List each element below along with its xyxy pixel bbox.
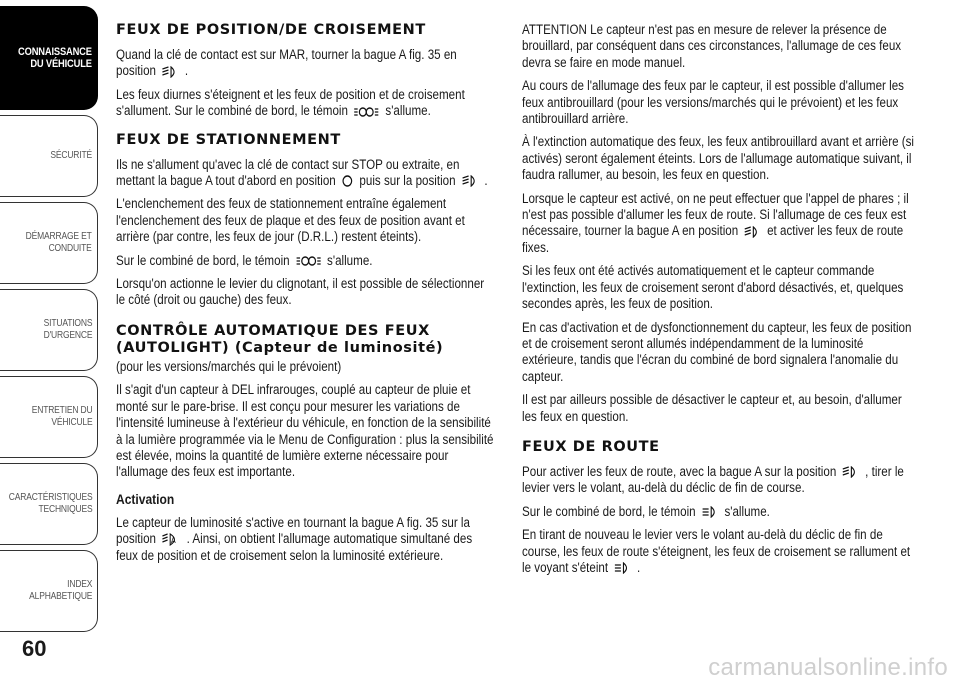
text: Sur le combiné de bord, le témoin xyxy=(116,252,290,268)
high-beam-icon xyxy=(614,562,631,574)
paragraph xyxy=(522,464,916,497)
paragraph: À l'extinction automatique des feux, les feux antibrouillard avant et arrière (si activés) seront également éteints. Lors de l'allumage automatique suivant, il faudra rallumer, au besoin, les feux en question. xyxy=(522,134,915,183)
low-beam-icon xyxy=(162,66,179,78)
text: s'allume. xyxy=(327,252,373,268)
left-column xyxy=(116,22,496,571)
auto-light-icon xyxy=(162,533,181,546)
text: Le capteur de luminosité s'active en tournant la bague A fig. 35 sur la position xyxy=(116,514,470,547)
watermark: carmanualsonline.info xyxy=(708,654,948,681)
tab-label: DÉMARRAGE ET CONDUITE xyxy=(26,231,92,254)
chapter-sidebar xyxy=(0,0,100,686)
paragraph xyxy=(116,253,495,269)
tab-index-alphabetique[interactable] xyxy=(0,550,98,632)
heading-activation: Activation xyxy=(116,490,175,507)
paragraph: En cas d'activation et de dysfonctionnement du capteur, les feux de position et de croisement seront allumés indépendamment de la luminosité extérieure, tandis que l'écran du combiné de bord signalera l'anomalie du capteur. xyxy=(522,319,912,384)
text: Quand la clé de contact est sur MAR, tourner la bague A fig. 35 en position xyxy=(116,47,457,79)
paragraph xyxy=(522,504,916,520)
paragraph xyxy=(116,87,495,120)
tab-label: CONNAISSANCE DU VÉHICULE xyxy=(18,46,92,70)
tab-securite[interactable] xyxy=(0,115,98,197)
text: Lorsque le capteur est activé, on ne peut effectuer que l'appel de phares ; il n'est pas possible d'allumer les feux de route. Si l'allumage de ces feux est nécessaire, tourner la bague A en position xyxy=(522,190,909,239)
low-beam-icon xyxy=(461,175,478,187)
paragraph xyxy=(522,527,916,576)
heading-autolight: (AUTOLIGHT) (Capteur de luminosité) xyxy=(116,339,444,356)
position-lights-icon xyxy=(354,106,380,118)
paragraph xyxy=(116,47,495,80)
paragraph: Il s'agit d'un capteur à DEL infrarouges, couplé au capteur de pluie et monté sur le pare-brise. Il est conçu pour mesurer les variations de l'intensité lumineuse à l'extérieur du véhicule, en fonction de la sensibilité à la lumière programmée via le Menu de Configuration : plus la sensibilité est élevée, moins la quantité de lumière externe nécessaire pour l'allumage des feux est importante. xyxy=(116,382,494,480)
tab-label: SÉCURITÉ xyxy=(50,150,92,161)
low-beam-icon xyxy=(744,226,761,238)
off-position-icon xyxy=(342,175,354,187)
text: s'allume. xyxy=(724,503,770,519)
paragraph: Lorsqu'on actionne le levier du clignotant, il est possible de sélectionner le côté (droit ou gauche) des feux. xyxy=(116,276,485,308)
text: Pour activer les feux de route, avec la bague A sur la position xyxy=(522,463,837,479)
text: . xyxy=(484,173,488,189)
paragraph: (pour les versions/marchés qui le prévoient) xyxy=(116,358,342,374)
paragraph: Si les feux ont été activés automatiquement et le capteur commande l'extinction, les feux de croisement seront d'abord désactivés, et, quelques secondes après, les feux de position. xyxy=(522,263,904,312)
tab-label: CARACTÉRISTIQUES TECHNIQUES xyxy=(8,492,92,515)
heading-feux-position-croisement: FEUX DE POSITION/DE CROISEMENT xyxy=(116,22,426,38)
text: . xyxy=(636,559,641,575)
position-lights-icon xyxy=(295,255,321,267)
text: et activer les feux de route fixes. xyxy=(522,223,904,255)
paragraph xyxy=(522,191,916,257)
text: En tirant de nouveau le levier vers le volant au-delà du déclic de fin de course, les feux de route s'éteignent, les feux de croisement se rallument et le voyant s'éteint xyxy=(522,527,911,575)
high-beam-icon xyxy=(701,506,718,518)
text: puis sur la position xyxy=(359,173,456,189)
paragraph: Il est par ailleurs possible de désactiver le capteur et, au besoin, d'allumer les feux en question. xyxy=(522,392,902,424)
tab-label: SITUATIONS D'URGENCE xyxy=(43,318,92,341)
paragraph: Au cours de l'allumage des feux par le capteur, il est possible d'allumer les feux antibrouillard (pour les versions/marchés qui le prévoient) et les feux antibrouillard arrière. xyxy=(522,78,904,127)
tab-connaissance-vehicule[interactable] xyxy=(0,6,98,110)
paragraph xyxy=(116,515,495,564)
paragraph xyxy=(116,157,495,190)
tab-demarrage-conduite[interactable] xyxy=(0,202,98,284)
text: . xyxy=(184,63,189,79)
heading-feux-de-route: FEUX DE ROUTE xyxy=(522,438,660,455)
text: Ils ne s'allument qu'avec la clé de contact sur STOP ou extraite, en mettant la bague A tout d'abord en position xyxy=(116,156,460,189)
right-column xyxy=(522,22,917,583)
heading-feux-stationnement: FEUX DE STATIONNEMENT xyxy=(116,131,341,148)
tab-label: INDEX ALPHABETIQUE xyxy=(28,579,92,602)
text: Sur le combiné de bord, le témoin xyxy=(522,503,696,519)
paragraph: L'enclenchement des feux de stationnement entraîne également l'enclenchement des feux de plaque et des feux de position avant et arrière (par contre, les feux de jour (D.R.L.) restent éteints). xyxy=(116,196,465,245)
text: s'allume. xyxy=(385,103,431,119)
text: , tirer le levier vers le volant, au-delà du déclic de fin de course. xyxy=(522,463,904,496)
page-number: 60 xyxy=(22,636,47,661)
tab-entretien-vehicule[interactable] xyxy=(0,376,98,458)
tab-situations-urgence[interactable] xyxy=(0,289,98,371)
heading-controle-automatique: CONTRÔLE AUTOMATIQUE DES FEUX xyxy=(116,322,430,339)
tab-label: ENTRETIEN DU VÉHICULE xyxy=(31,405,92,428)
low-beam-icon xyxy=(842,466,859,478)
svg-text:A: A xyxy=(171,535,177,546)
text: . Ainsi, on obtient l'allumage automatique simultané des feux de position et de croisement selon la luminosité extérieure. xyxy=(116,531,473,563)
paragraph: ATTENTION Le capteur n'est pas en mesure de relever la présence de brouillard, par conséquent dans ces circonstances, l'allumage de ces feux devra se faire en mode manuel. xyxy=(522,22,902,70)
tab-caracteristiques-techniques[interactable] xyxy=(0,463,98,545)
text: Les feux diurnes s'éteignent et les feux de position et de croisement s'allument. Sur le combiné de bord, le témoin xyxy=(116,86,465,119)
